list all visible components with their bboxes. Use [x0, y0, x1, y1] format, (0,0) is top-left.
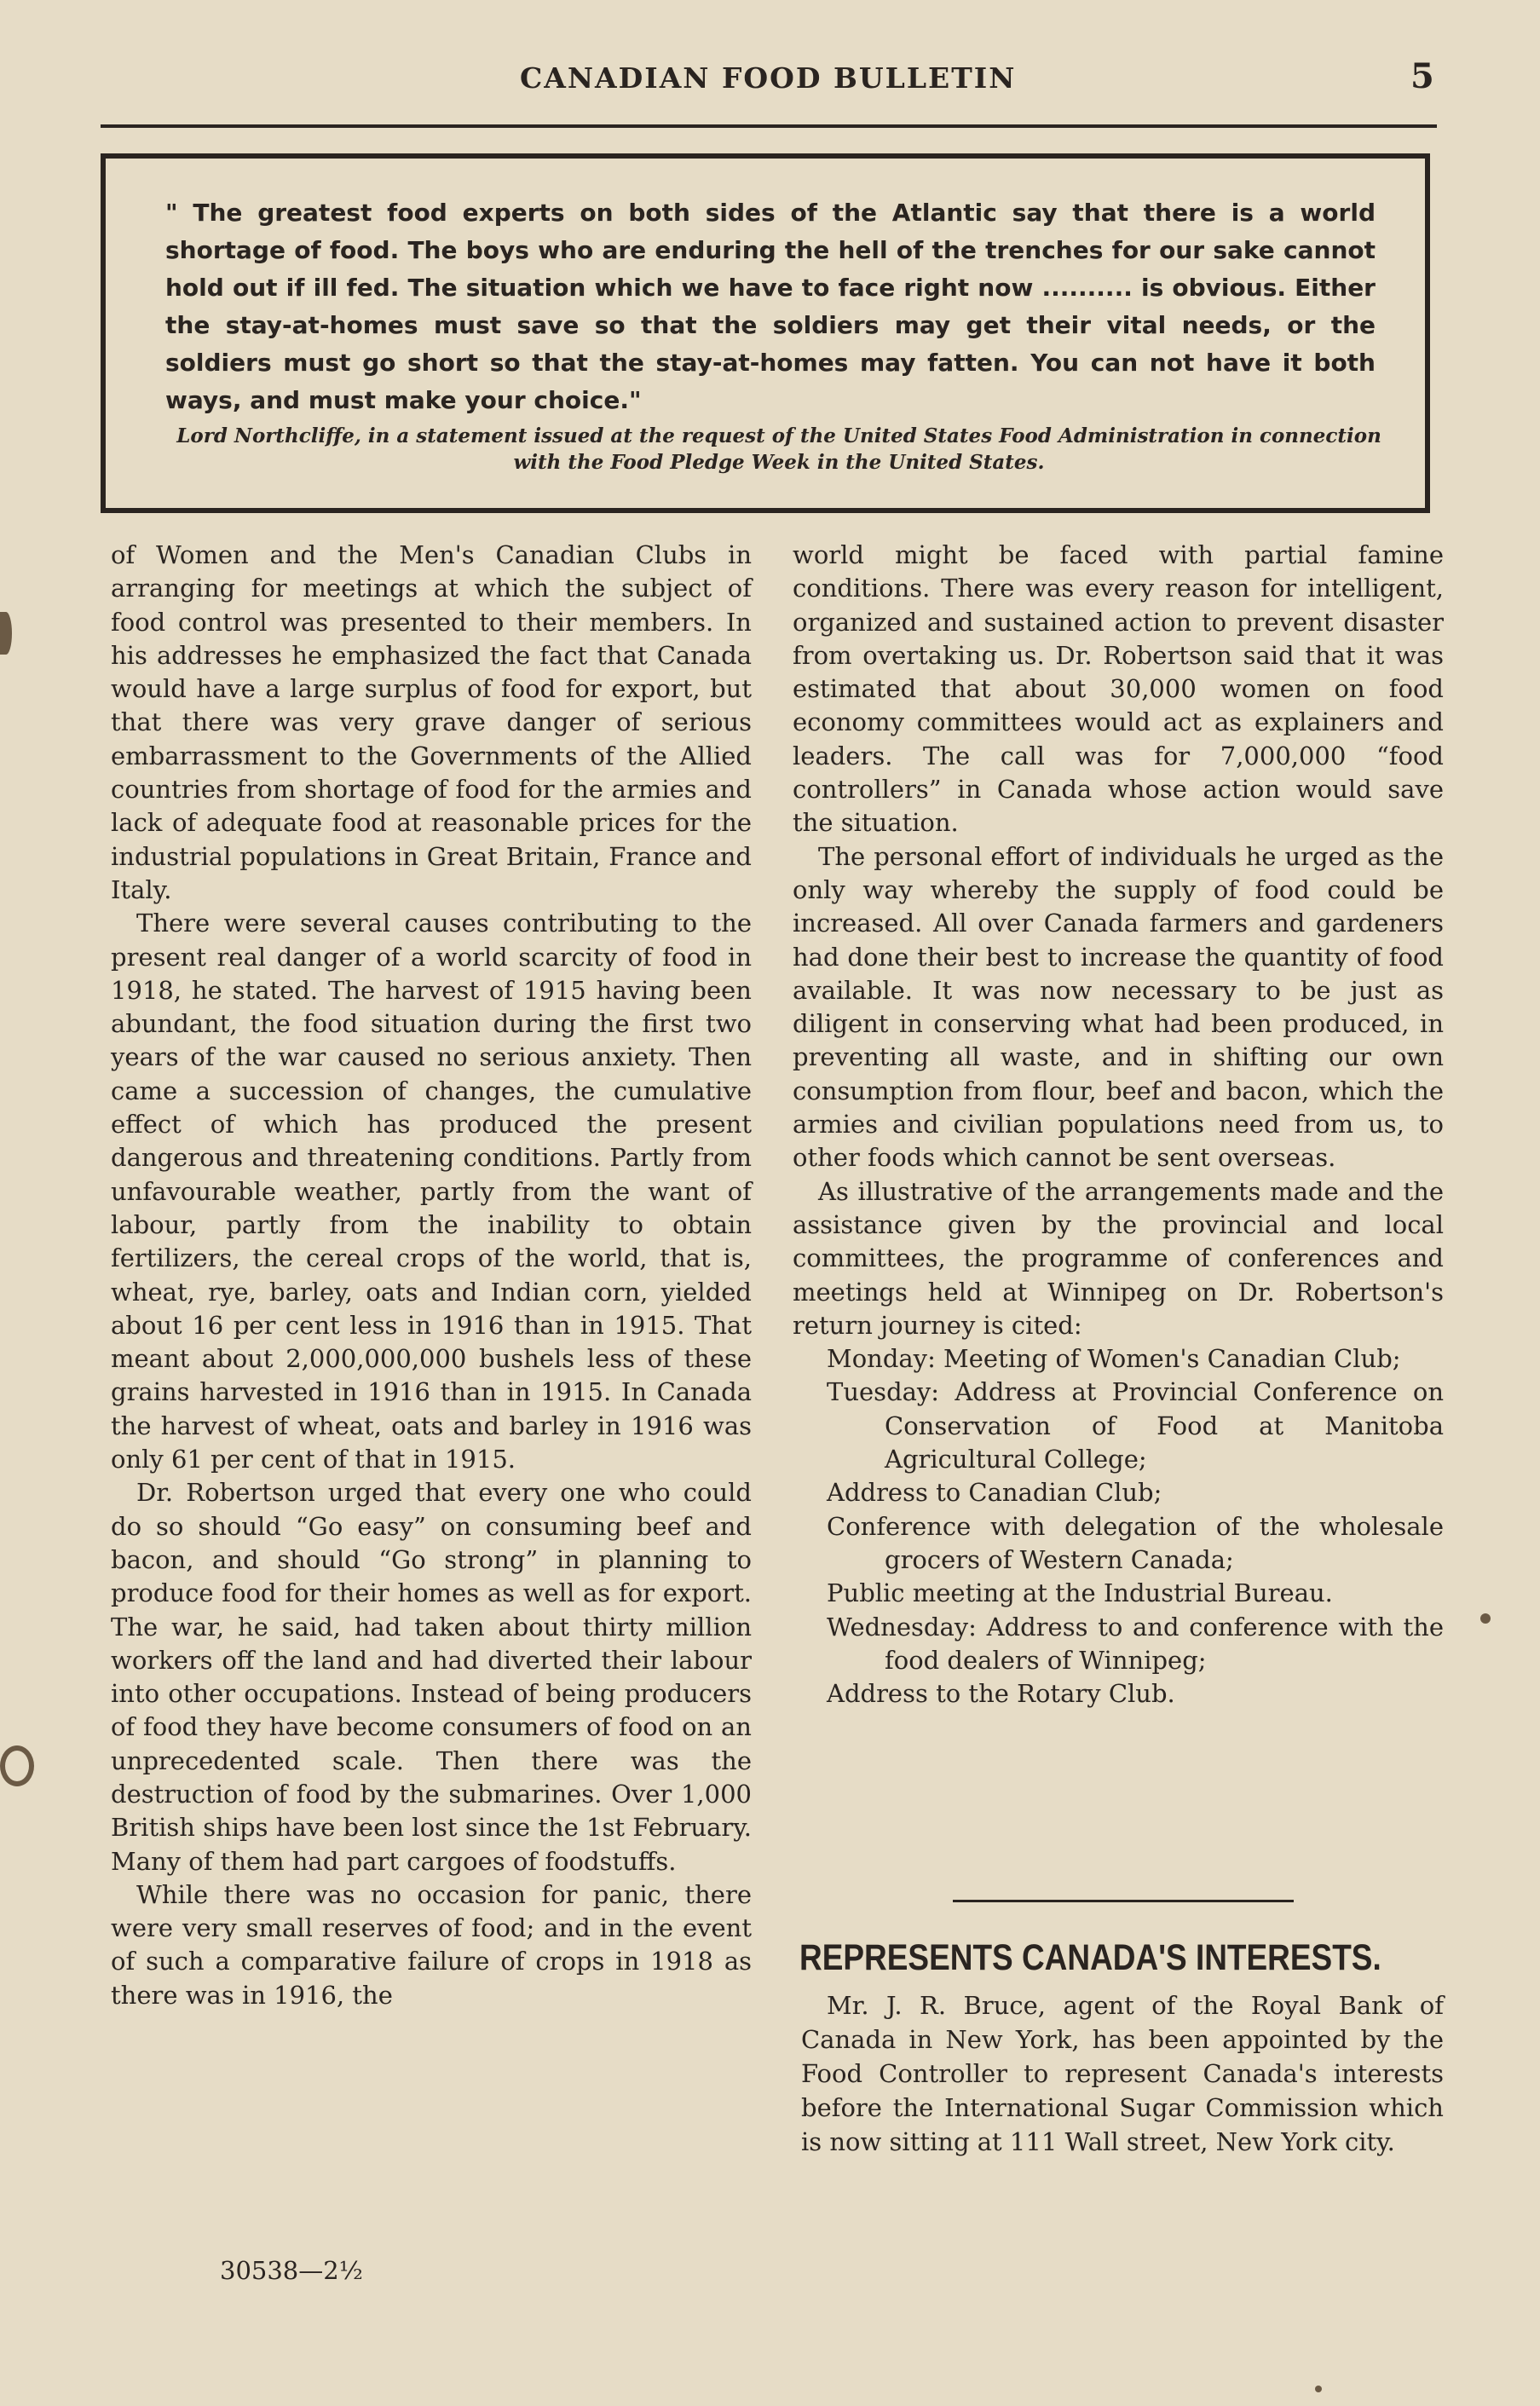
running-title: CANADIAN FOOD BULLETIN	[520, 61, 1017, 95]
section-body: Mr. J. R. Bruce, agent of the Royal Bank of Canada in New York, has been appointed by the Food Controller to represent Canada's interests before the International Sugar Commission which is now sitting at 111 Wall street, New York city.	[801, 1991, 1444, 2156]
schedule-tuesday-item: Conference with delegation of the wholesale grocers of Western Canada;	[827, 1511, 1444, 1574]
left-paragraph-1: of Women and the Men's Canadian Clubs in arranging for meetings at which the subject of food control was presented to their members. In his addresses he emphasized the fact that Canada would have a large surplus of food for export, but that there was very grave danger of serious embarrassment to the Governments of the Allied countries from shortage of food for the armies and lack of adequate food at reasonable prices for the industrial populations in Great Britain, France and Italy.	[111, 540, 752, 904]
schedule-wednesday-item: Address to the Rotary Club.	[827, 1679, 1175, 1709]
page-number: 5	[1410, 56, 1434, 96]
schedule-monday: Monday: Meeting of Women's Canadian Club;	[827, 1344, 1401, 1374]
schedule-tuesday-item: Public meeting at the Industrial Bureau.	[827, 1578, 1333, 1608]
left-column	[111, 539, 752, 2012]
left-paragraph-3: Dr. Robertson urged that every one who could do so should “Go easy” on consuming beef and bacon, and should “Go strong” in planning to produce food for their homes as well as for export. The war, he said, had taken about thirty million workers off the land and had diverted their labour into other occupations. Instead of being producers of food they have become consumers of food on an unprecedented scale. Then there was the destruction of food by the submarines. Over 1,000 British ships have been lost since the 1st February. Many of them had part cargoes of foodstuffs.	[111, 1478, 752, 1876]
quote-text: " The greatest food experts on both sides of the Atlantic say that there is a world shortage of food. The boys who are enduring the hell of the trenches for our sake cannot hold out if ill fed. The situation which we have to face right now .......... is obvious. Either the stay-at-homes must save so that the soldiers may get their vital needs, or the soldiers must go short so that the stay-at-homes may fatten. You can not have it both ways, and must make your choice."	[165, 199, 1376, 414]
winnipeg-schedule	[793, 1342, 1444, 1711]
binding-mark	[0, 612, 12, 655]
quote-box	[101, 153, 1430, 513]
right-paragraph-3: As illustrative of the arrangements made and the assistance given by the provincial and local committees, the programme of conferences and meetings held at Winnipeg on Dr. Robertson's return journey is cited:	[793, 1176, 1444, 1340]
right-paragraph-1: world might be faced with partial famine conditions. There was every reason for intelligent, organized and sustained action to prevent disaster from overtaking us. Dr. Robertson said that it was estimated that about 30,000 women on food economy committees would act as explainers and leaders. The call was for 7,000,000 “food controllers” in Canada whose action would save the situation.	[793, 540, 1444, 838]
left-paragraph-2: There were several causes contributing to the present real danger of a world scarcity of food in 1918, he stated. The harvest of 1915 having been abundant, the food situation during the first two years of the war caused no serious anxiety. Then came a succession of changes, the cumulative effect of which has produced the present dangerous and threatening conditions. Partly from unfavourable weather, partly from the want of labour, partly from the inability to obtain fertilizers, the cereal crops of the world, that is, wheat, rye, barley, oats and Indian corn, yielded about 16 per cent less in 1916 than in 1915. That meant about 2,000,000,000 bushels less of these grains harvested in 1916 than in 1915. In Canada the harvest of wheat, oats and barley in 1916 was only 61 per cent of that in 1915.	[111, 909, 752, 1474]
section-heading: REPRESENTS CANADA'S INTERESTS.	[799, 1937, 1381, 1978]
paper-speck	[1315, 2386, 1322, 2392]
schedule-tuesday: Tuesday: Address at Provincial Conference on Conservation of Food at Manitoba Agricultural College;	[827, 1377, 1444, 1474]
right-paragraph-2: The personal effort of individuals he urged as the only way whereby the supply of food could be increased. All over Canada farmers and gardeners had done their best to increase the quantity of food available. It was now necessary to be just as diligent in conserving what had been produced, in preventing all waste, and in shifting our own consumption from flour, beef and bacon, which the armies and civilian populations need from us, to other foods which cannot be sent overseas.	[793, 841, 1444, 1173]
left-paragraph-4: While there was no occasion for panic, there were very small reserves of food; and in the event of such a comparative failure of crops in 1918 as there was in 1916, the	[111, 1879, 752, 2010]
schedule-tuesday-item: Address to Canadian Club;	[827, 1478, 1162, 1508]
paper-speck	[1480, 1613, 1491, 1624]
section-divider	[953, 1900, 1294, 1902]
schedule-wednesday: Wednesday: Address to and conference with the food dealers of Winnipeg;	[827, 1612, 1444, 1675]
header-rule	[101, 124, 1437, 128]
quote-attribution: Lord Northcliffe, in a statement issued at the request of the United States Food Administration in connection with the Food Pledge Week in the United States.	[176, 424, 1381, 474]
right-column	[793, 539, 1444, 1711]
binding-mark	[0, 1745, 34, 1786]
printer-folio: 30538—2½	[220, 2256, 363, 2285]
